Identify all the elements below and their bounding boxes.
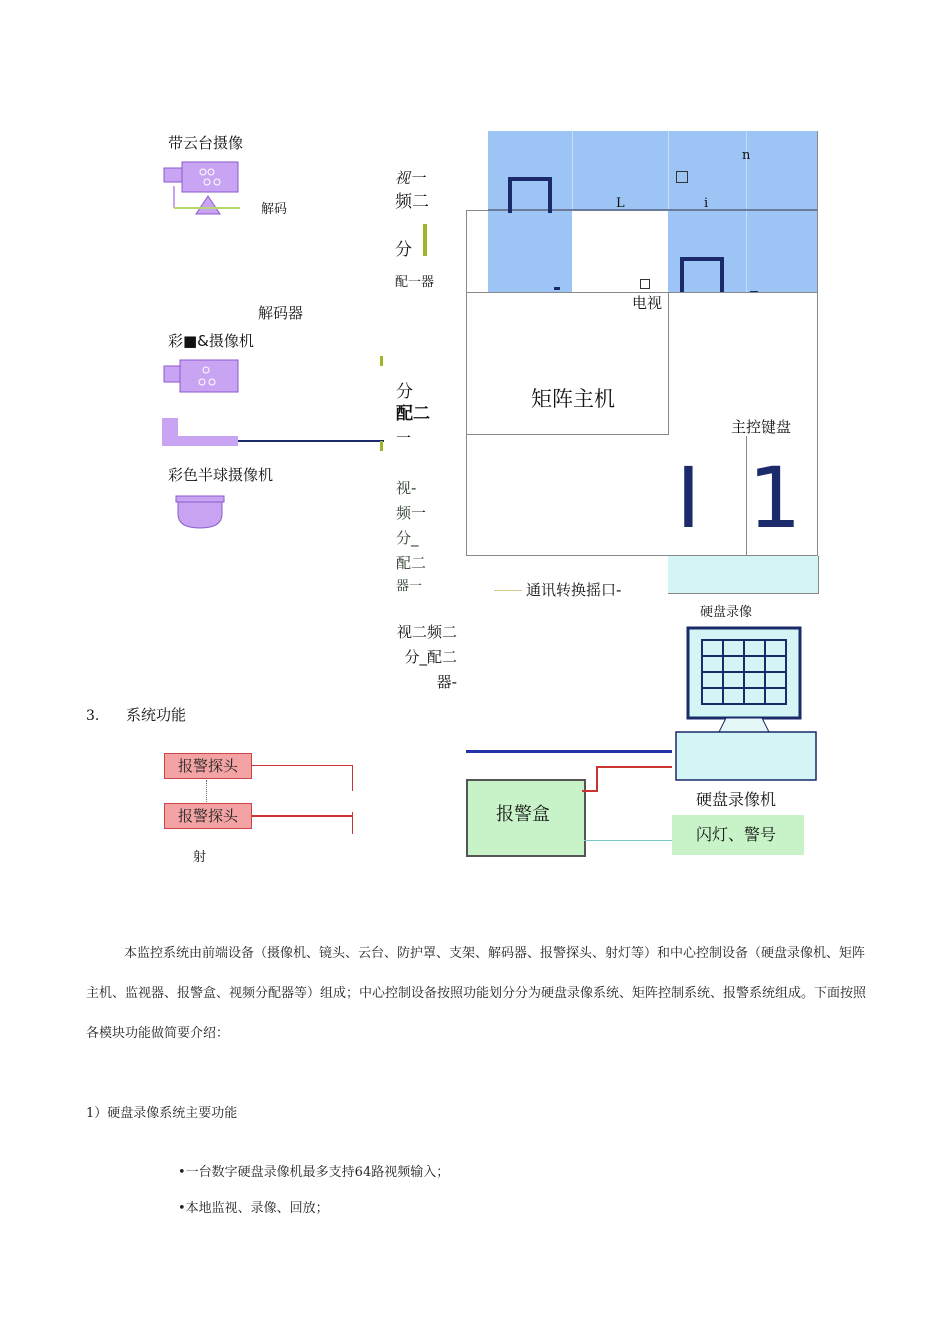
keyboard-glyph-1: I: [676, 449, 701, 547]
matrix-host-label: 矩阵主机: [531, 387, 615, 411]
keyboard-glyph-2: 1: [748, 449, 802, 547]
tv-label: 电视: [632, 294, 663, 312]
dvr-label: 硬盘录像机: [696, 790, 777, 809]
tv-wall: n L i: [488, 131, 818, 293]
dvr-top-label: 硬盘录像: [700, 605, 753, 620]
flash-siren-panel: [672, 815, 804, 855]
dome-camera-label: 彩色半球摄像机: [168, 466, 274, 484]
decoder-label: 解码器: [258, 304, 304, 322]
bullet-item: •一台数字硬盘录像机最多支持64路视频输入；: [178, 1165, 450, 1180]
checkbox-glyph: [676, 171, 688, 183]
ptz-camera-icon: [160, 158, 250, 218]
bullet-item: •本地监视、录像、回放；: [178, 1201, 329, 1216]
color-camera-icon: [160, 356, 390, 456]
dome-camera-icon: [172, 494, 232, 534]
checkbox-glyph: [640, 279, 650, 289]
alarm-probe-1: 报警探头: [164, 753, 252, 779]
alarm-box-label: 报警盒: [496, 804, 550, 825]
alarm-box: [466, 779, 586, 857]
spotlight-label: 射: [193, 850, 207, 865]
section-number: 3.: [86, 708, 100, 724]
dvr-computer-icon: [670, 624, 820, 784]
olive-marker: [380, 441, 383, 451]
olive-bar: [423, 224, 427, 256]
ptz-camera-label: 带云台摄像: [168, 134, 244, 152]
monitor-bracket-icon: [678, 255, 728, 295]
monitor-bracket-icon: [506, 175, 556, 215]
flash-siren-label: 闪灯、警号: [696, 825, 777, 844]
alarm-probe-2: 报警探头: [164, 803, 252, 829]
color-camera-label: 彩■&摄像机: [168, 332, 254, 350]
keyboard-label: 主控键盘: [731, 418, 792, 436]
intro-paragraph: 本监控系统由前端设备（摄像机、镜头、云台、防护罩、支架、解码器、报警探头、射灯等）和中心控制设备（硬盘录像机、矩阵主机、监视器、报警盒、视频分配器等）组成；中心控制设备按照功能划分分为硬盘录像系统、矩阵控制系统、报警系统组成。下面按照各模块功能做简要介绍：: [86, 946, 867, 1041]
decoder-label-small: 解码: [261, 202, 288, 217]
comm-converter-label: 通讯转换摇口-: [526, 581, 622, 599]
video-distributor-bottom: 视二频二 分_配二 器-: [396, 623, 457, 691]
olive-marker: [380, 356, 383, 366]
subsection-title: 1）硬盘录像系统主要功能: [86, 1106, 238, 1121]
keyboard-cyan-panel: [668, 556, 819, 594]
section-title: 系统功能: [126, 706, 187, 724]
